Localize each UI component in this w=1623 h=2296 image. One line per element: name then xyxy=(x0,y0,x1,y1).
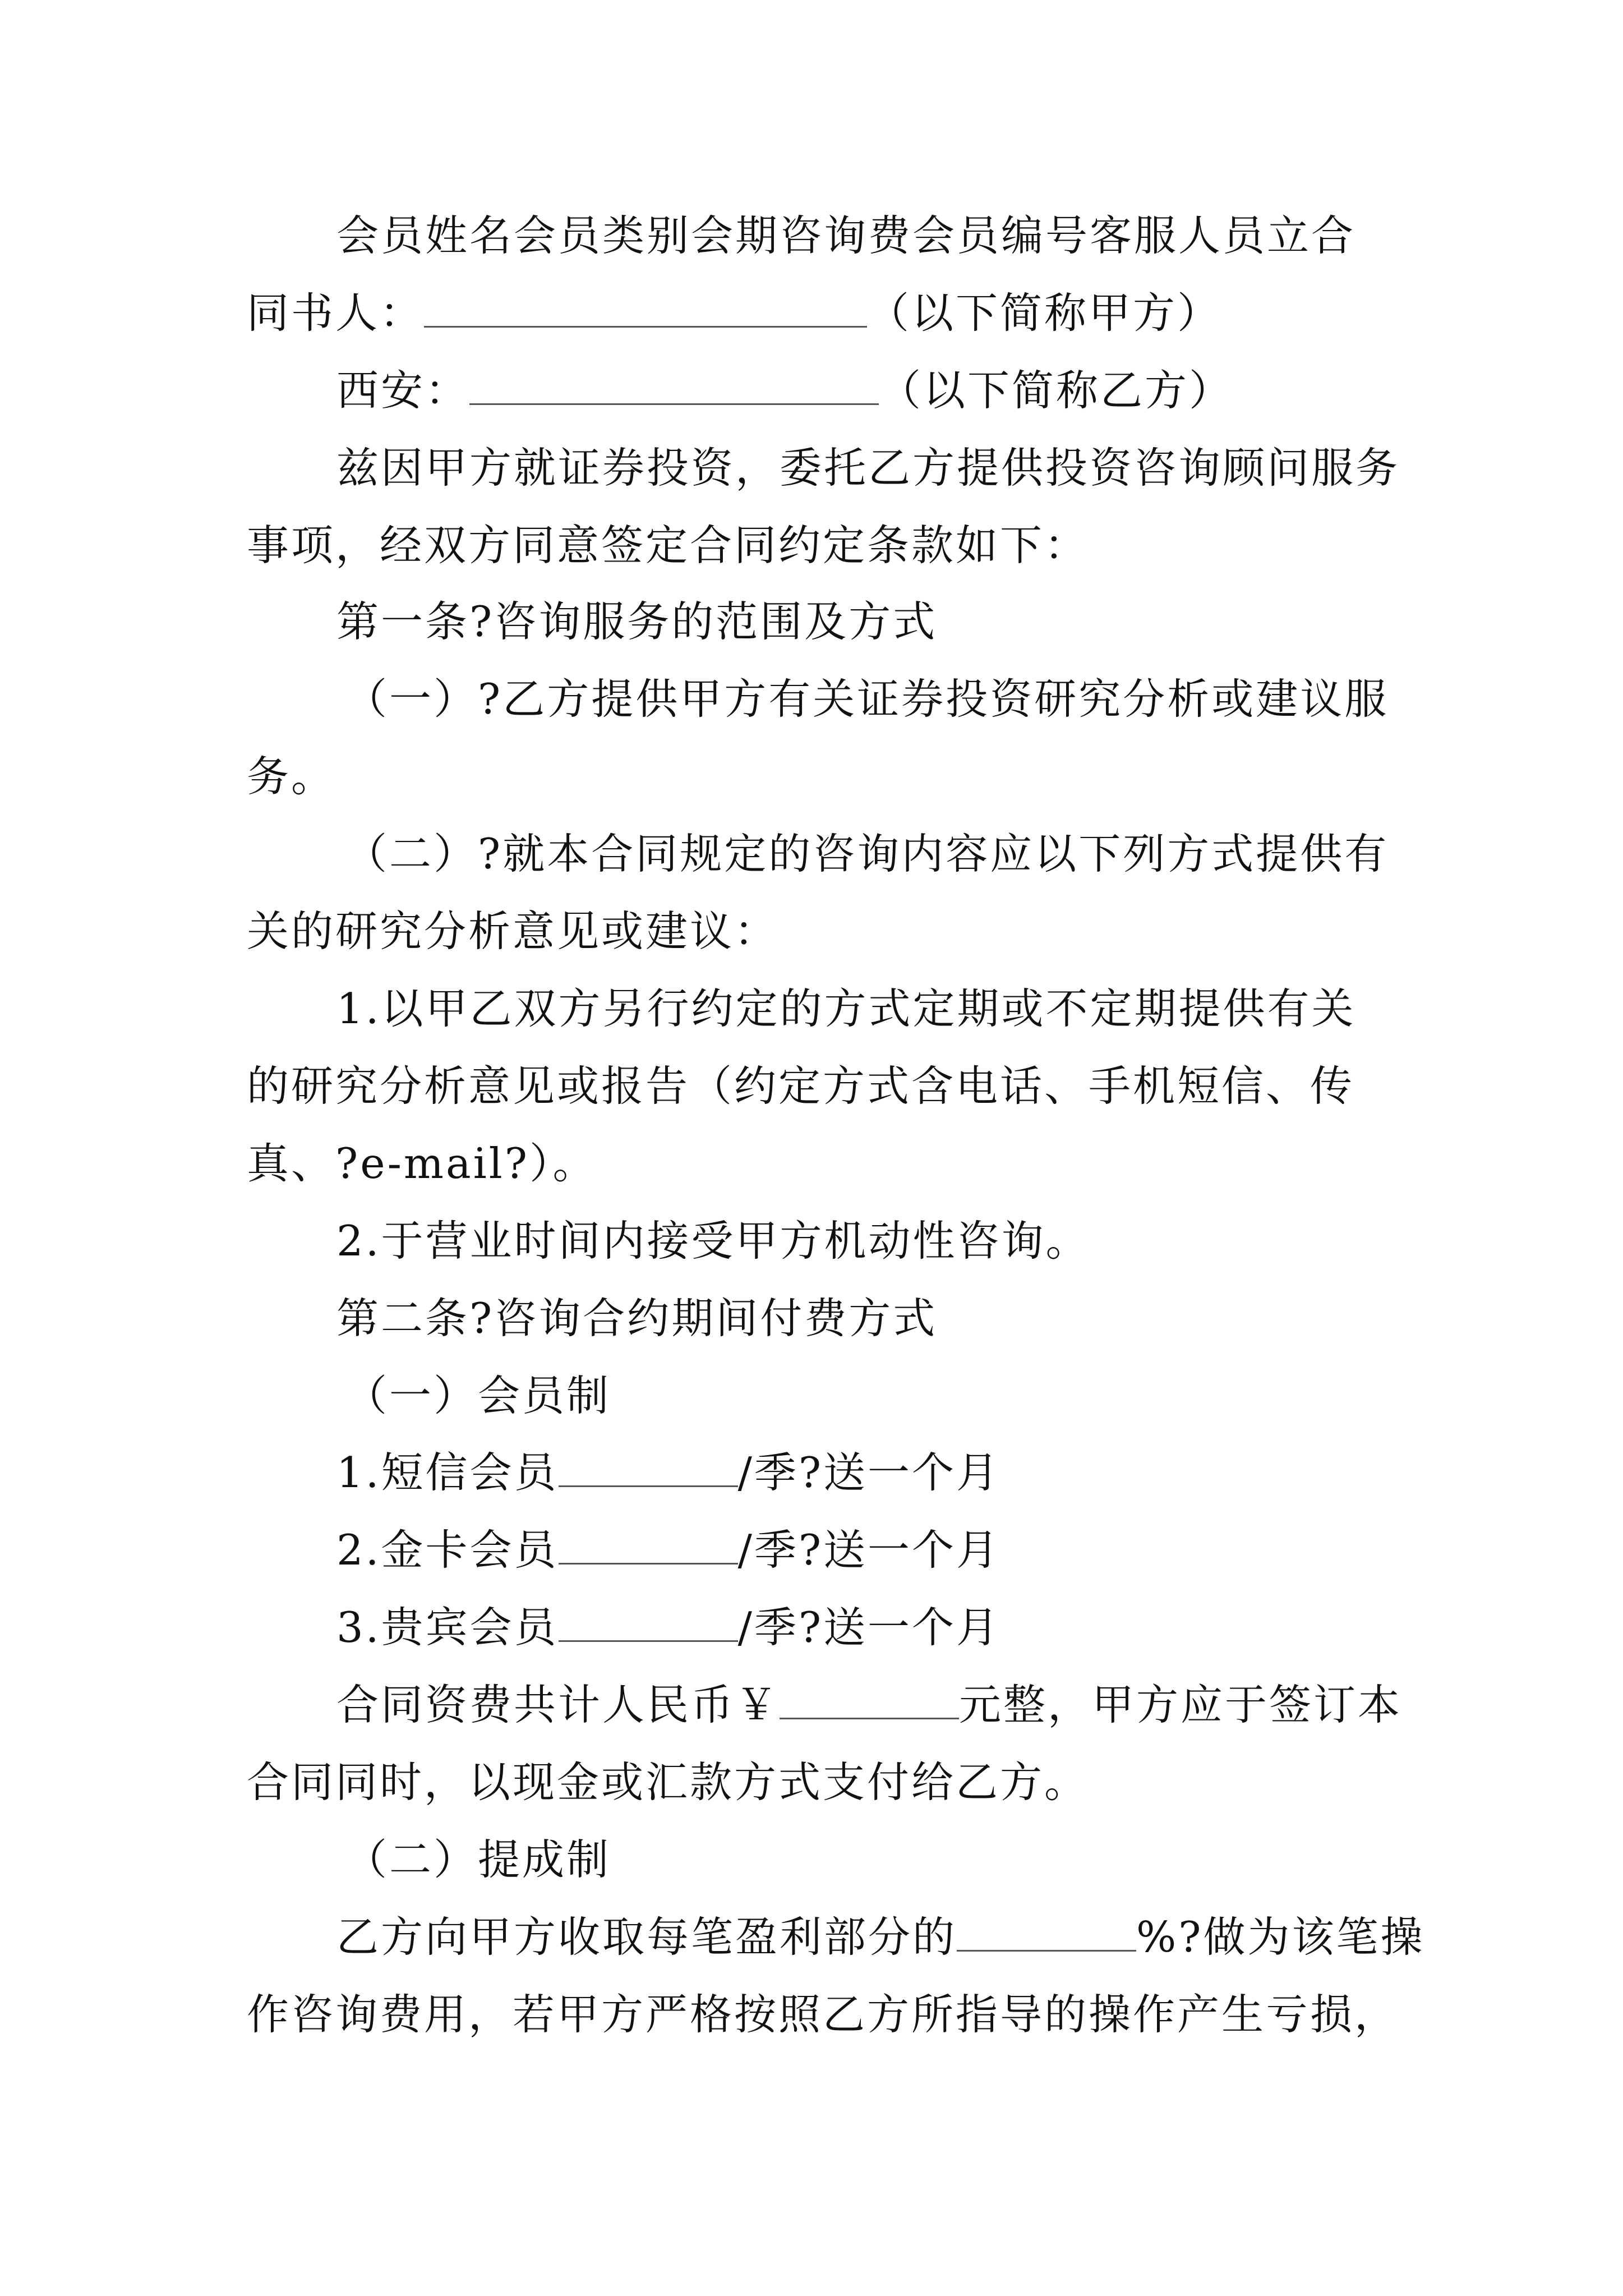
text-segment: 西安： xyxy=(336,366,470,415)
article-heading xyxy=(336,1293,1380,1343)
text-segment: %?做为该笔操 xyxy=(1136,1912,1425,1962)
text-line xyxy=(336,210,1380,261)
text-line xyxy=(336,443,1400,493)
text-segment: 合同资费共计人民币￥ xyxy=(336,1680,780,1729)
text-segment: 2.于营业时间内接受甲方机动性咨询。 xyxy=(336,1216,1090,1266)
article-heading xyxy=(336,596,1380,647)
text-segment: 第一条?咨询服务的范围及方式 xyxy=(336,597,938,646)
text-segment: 务。 xyxy=(247,752,336,801)
text-segment: 事项，经双方同意签定合同约定条款如下： xyxy=(247,521,1089,570)
text-line xyxy=(345,1834,1380,1885)
text-line xyxy=(247,1138,1380,1189)
text-segment: （一）会员制 xyxy=(345,1371,611,1420)
text-segment: 3.贵宾会员 xyxy=(336,1603,559,1652)
sms-member-fee-blank[interactable] xyxy=(559,1451,738,1487)
text-line xyxy=(336,983,1380,1034)
text-segment: （一）?乙方提供甲方有关证券投资研究分析或建议服 xyxy=(345,674,1389,724)
text-segment: 真、?e-mail?）。 xyxy=(247,1139,597,1188)
text-segment: 1.以甲乙双方另行约定的方式定期或不定期提供有关 xyxy=(336,984,1356,1033)
text-line xyxy=(247,288,1380,338)
commission-rate-blank[interactable] xyxy=(957,1915,1136,1952)
text-line xyxy=(345,829,1389,879)
text-line xyxy=(247,906,1380,956)
text-segment: /季?送一个月 xyxy=(737,1525,1001,1575)
text-segment: 兹因甲方就证券投资，委托乙方提供投资咨询顾问服务 xyxy=(336,443,1400,493)
text-line xyxy=(247,520,1380,570)
text-line xyxy=(336,1216,1380,1266)
text-segment: 合同同时，以现金或汇款方式支付给乙方。 xyxy=(247,1757,1089,1807)
text-segment: 会员姓名会员类别会期咨询费会员编号客服人员立合 xyxy=(336,211,1356,260)
text-line xyxy=(345,1370,1380,1421)
text-segment: 关的研究分析意见或建议： xyxy=(247,907,779,956)
text-segment: 1.短信会员 xyxy=(336,1448,559,1497)
text-segment: 同书人： xyxy=(247,288,425,338)
text-segment: 乙方向甲方收取每笔盈利部分的 xyxy=(336,1912,957,1962)
text-line xyxy=(345,674,1389,724)
text-segment: （二）?就本合同规定的咨询内容应以下列方式提供有 xyxy=(345,829,1389,878)
text-segment: 第二条?咨询合约期间付费方式 xyxy=(336,1294,938,1343)
text-line xyxy=(336,1525,1380,1575)
text-segment: （以下简称乙方） xyxy=(879,366,1234,415)
text-segment: 的研究分析意见或报告（约定方式含电话、手机短信、传 xyxy=(247,1061,1355,1111)
text-segment: 作咨询费用，若甲方严格按照乙方所指导的操作产生亏损， xyxy=(247,1990,1399,2039)
text-segment: （二）提成制 xyxy=(345,1835,611,1884)
text-segment: （以下简称甲方） xyxy=(867,288,1222,338)
text-line xyxy=(336,1447,1380,1498)
text-line xyxy=(336,1680,1403,1730)
text-segment: 元整，甲方应于签订本 xyxy=(959,1680,1403,1729)
party-b-blank[interactable] xyxy=(469,369,879,405)
text-segment: 2.金卡会员 xyxy=(336,1525,559,1575)
text-line xyxy=(247,1757,1380,1807)
text-line xyxy=(247,751,1380,802)
text-line xyxy=(336,1912,1425,1962)
total-fee-blank[interactable] xyxy=(780,1683,959,1719)
text-line xyxy=(336,365,1380,416)
text-line xyxy=(247,1989,1399,2040)
text-line xyxy=(336,1602,1380,1653)
text-segment: /季?送一个月 xyxy=(737,1603,1001,1652)
vip-member-fee-blank[interactable] xyxy=(559,1605,738,1642)
text-line xyxy=(247,1061,1380,1111)
text-segment: /季?送一个月 xyxy=(737,1448,1001,1497)
gold-member-fee-blank[interactable] xyxy=(559,1528,738,1565)
party-a-blank[interactable] xyxy=(424,291,867,328)
